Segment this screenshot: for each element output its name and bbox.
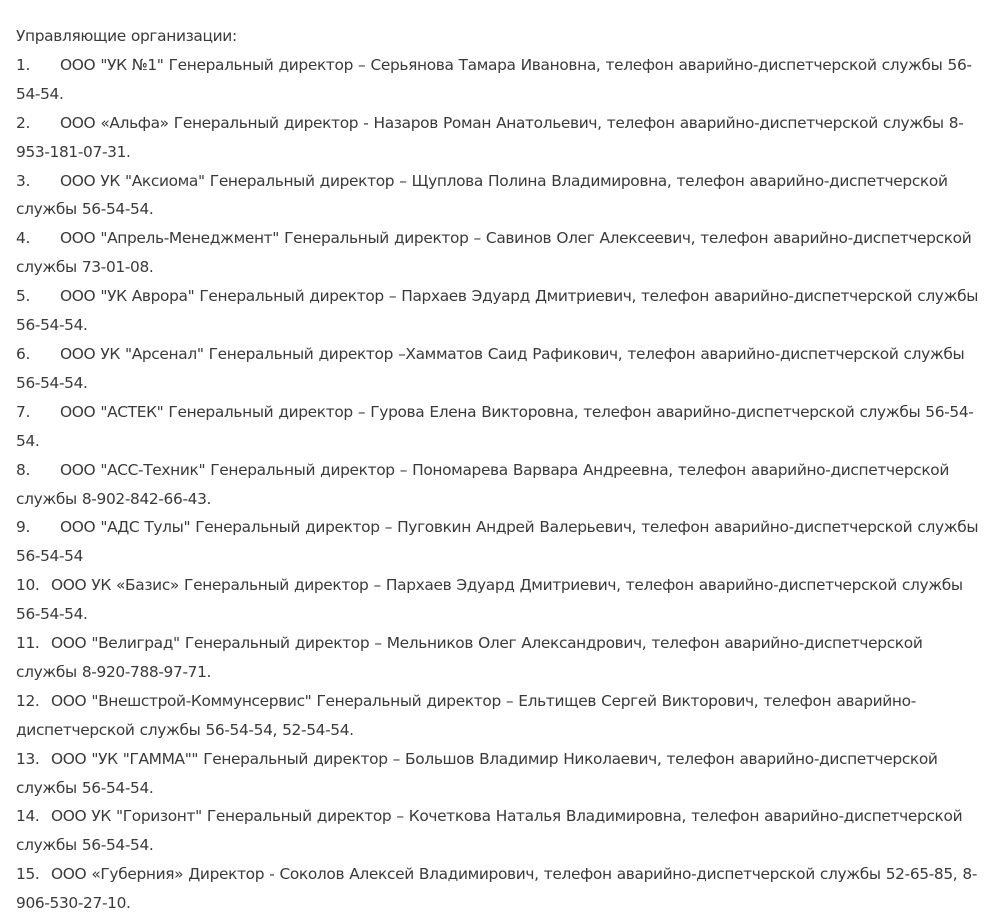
item-number: 1. bbox=[16, 55, 30, 74]
list-item bbox=[16, 687, 988, 745]
list-item bbox=[16, 860, 988, 918]
item-text: ООО «Губерния» Директор - Соколов Алексей Владимирович, телефон аварийно-диспетчерской службы 52-65-85, 8-906-530-27-10. bbox=[16, 865, 978, 913]
list-item bbox=[16, 109, 988, 167]
list-item bbox=[16, 513, 988, 571]
item-text: ООО УК "Аксиома" Генеральный директор – Щуплова Полина Владимировна, телефон аварийно-диспетчерской службы 56-54-54. bbox=[16, 171, 948, 219]
item-text: ООО "АДС Тулы" Генеральный директор – Пуговкин Андрей Валерьевич, телефон аварийно-диспетчерской службы 56-54-54 bbox=[16, 518, 979, 566]
document-body bbox=[16, 22, 988, 918]
section-heading: Управляющие организации: bbox=[16, 27, 237, 45]
item-number: 12. bbox=[16, 691, 40, 710]
item-text: ООО "АСС-Техник" Генеральный директор – Пономарева Варвара Андреевна, телефон аварийно-диспетчерской службы 8-902-842-66-43. bbox=[16, 460, 950, 508]
list-item bbox=[16, 745, 988, 803]
list-item bbox=[16, 456, 988, 514]
item-number: 2. bbox=[16, 113, 30, 132]
item-text: ООО "Апрель-Менеджмент" Генеральный директор – Савинов Олег Алексеевич, телефон аварийно-диспетчерской службы 73-01-08. bbox=[16, 229, 972, 277]
item-number: 15. bbox=[16, 865, 40, 884]
organizations-list bbox=[16, 51, 988, 918]
item-text: ООО "Внешстрой-Коммунсервис" Генеральный директор – Ельтищев Сергей Викторович, телефон аварийно-диспетчерской службы 56-54-54, 52-54-54. bbox=[16, 691, 916, 739]
item-number: 7. bbox=[16, 402, 30, 421]
item-number: 3. bbox=[16, 171, 30, 190]
item-number: 11. bbox=[16, 634, 40, 653]
item-text: ООО УК "Горизонт" Генеральный директор – Кочеткова Наталья Владимировна, телефон аварийно-диспетчерской службы 56-54-54. bbox=[16, 807, 963, 855]
item-number: 8. bbox=[16, 460, 30, 479]
list-item bbox=[16, 802, 988, 860]
list-item bbox=[16, 224, 988, 282]
list-item bbox=[16, 398, 988, 456]
list-item bbox=[16, 629, 988, 687]
item-text: ООО "УК "ГАММА"" Генеральный директор – Большов Владимир Николаевич, телефон аварийно-диспетчерской службы 56-54-54. bbox=[16, 749, 938, 797]
item-text: ООО "УК №1" Генеральный директор – Серьянова Тамара Ивановна, телефон аварийно-диспетчерской службы 56-54-54. bbox=[16, 55, 972, 103]
item-text: ООО "Велиград" Генеральный директор – Мельников Олег Александрович, телефон аварийно-диспетчерской службы 8-920-788-97-71. bbox=[16, 634, 923, 681]
item-number: 6. bbox=[16, 344, 30, 363]
item-text: ООО УК "Арсенал" Генеральный директор –Хамматов Саид Рафикович, телефон аварийно-диспетчерской службы 56-54-54. bbox=[16, 344, 965, 392]
item-text: ООО "УК Аврора" Генеральный директор – Пархаев Эдуард Дмитриевич, телефон аварийно-диспетчерской службы 56-54-54. bbox=[16, 287, 979, 335]
item-number: 14. bbox=[16, 807, 40, 826]
list-item bbox=[16, 571, 988, 629]
item-text: ООО УК «Базис» Генеральный директор – Пархаев Эдуард Дмитриевич, телефон аварийно-диспетчерской службы 56-54-54. bbox=[16, 576, 963, 624]
item-text: ООО «Альфа» Генеральный директор - Назаров Роман Анатольевич, телефон аварийно-диспетчерской службы 8-953-181-07-31. bbox=[16, 113, 964, 161]
item-number: 9. bbox=[16, 518, 30, 537]
item-number: 4. bbox=[16, 229, 30, 248]
item-number: 10. bbox=[16, 576, 40, 595]
list-item bbox=[16, 167, 988, 225]
list-item bbox=[16, 340, 988, 398]
item-number: 5. bbox=[16, 287, 30, 306]
item-text: ООО "АСТЕК" Генеральный директор – Гурова Елена Викторовна, телефон аварийно-диспетчерской службы 56-54-54. bbox=[16, 402, 974, 450]
list-item bbox=[16, 51, 988, 109]
list-item bbox=[16, 282, 988, 340]
item-number: 13. bbox=[16, 749, 40, 768]
